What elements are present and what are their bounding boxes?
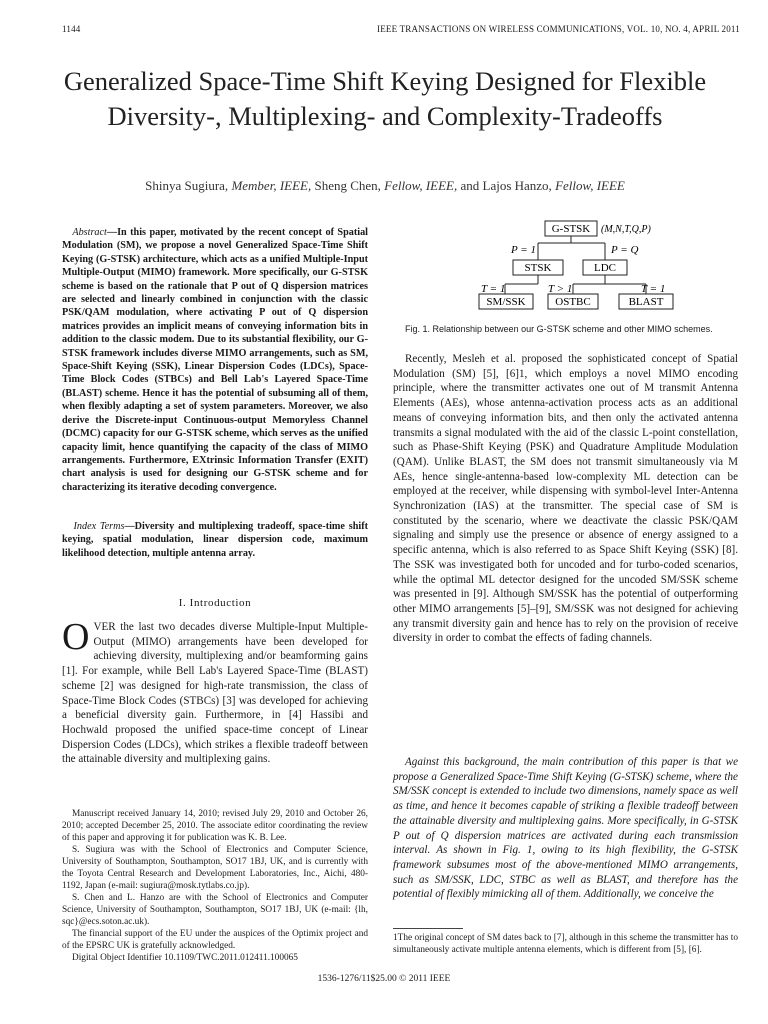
section-heading: I. Introduction — [178, 597, 252, 609]
index-terms-text: —Diversity and multiplexing tradeoff, space-time shift keying, spatial modulation, linear dispersion code, maximum likelihood detection, multiple antenna array. — [62, 521, 368, 559]
intro-text: VER the last two decades diverse Multiple-Input Multiple-Output (MIMO) arrangements have been developed for achieving diversity, multiplexing and/or beamforming gains [1]. For example, while Bell Lab's Layered Space-Time (BLAST) scheme [2] was designed for high-rate transmission, the class of Space-Time Block Codes (STBCs) [3] was developed for achieving a beneficial diversity gain. Furthermore, in [4] Hassibi and Hochwald proposed the unified space-time concept of Linear Dispersion Codes (LDCs), which strikes a flexible tradeoff between the attainable diversity and multiplexing gains. — [62, 621, 368, 766]
edge-label-pq: P = Q — [611, 244, 639, 256]
abstract-label: Abstract — [72, 227, 107, 238]
right-footnote — [393, 928, 738, 956]
footnote-author23: S. Chen and L. Hanzo are with the School of Electronics and Computer Science, University of Southampton, Southampton, SO17 1BJ, UK (e-mail: {lh, sqc}@ecs.soton.ac.uk). — [62, 893, 368, 927]
copyright-footer: 1536-1276/11$25.00 © 2011 IEEE — [317, 974, 451, 984]
intro-paragraph — [62, 616, 368, 767]
index-terms — [62, 520, 368, 560]
figure-caption: Fig. 1. Relationship between our G-STSK scheme and other MIMO schemes. — [405, 324, 713, 334]
label-gstsk: G-STSK — [551, 223, 591, 235]
author-name: Lajos Hanzo, — [482, 178, 552, 193]
footnote-text: 1The original concept of SM dates back to [7], although in this scheme the transmitter has to simultaneously activate multiple antenna elements, which is different from [5], [6]. — [393, 933, 738, 955]
author-role: Fellow, IEEE, — [384, 178, 458, 193]
right-paragraph-1 — [393, 352, 738, 646]
footnote-funding: The financial support of the EU under the auspices of the Optimix project and of the EPSRC UK is gratefully acknowledged. — [62, 929, 368, 951]
author-name: Sheng Chen, — [314, 178, 381, 193]
index-terms-label: Index Terms — [73, 521, 125, 532]
right-paragraph-2 — [393, 755, 738, 902]
abstract-text: —In this paper, motivated by the recent concept of Spatial Modulation (SM), we propose a novel Generalized Space-Time Shift Keying (G-STSK) architecture, which acts as a unified Multiple-Input Multiple-Output (MIMO) framework. More specifically, our G-STSK scheme is based on the rationale that P out of Q dispersion matrices are selected and linearly combined in conjunction with the classic PSK/QAM modulation, where activating P out of Q dispersion matrices provides an implicit means of conveying information bits in addition to the classic modem. Due to its substantial flexibility, our G-STSK framework includes diverse MIMO arrangements, such as SM, Space-Shift Keying (SSK), Linear Dispersion Codes (LDCs), Space-Time Block Codes (STBCs) and Bell Lab's Layered Space-Time (BLAST) scheme. Hence it has the potential of subsuming all of them, when flexibly adapting a set of system parameters. Moreover, we also derive the Discrete-input Continuous-output Memoryless Channel (DCMC) capacity for our G-STSK scheme, which serves as the unified capacity limit, hence quantifying the capacity of the class of MIMO arrangements. Furthermore, EXtrinsic Information Transfer (EXIT) chart analysis is used for designing our G-STSK scheme and for characterizing its iterative decoding convergence. — [62, 227, 368, 493]
label-blast: BLAST — [628, 296, 664, 308]
paper-title: Generalized Space-Time Shift Keying Designed for Flexible Diversity-, Multiplexing- and Complexity-Tradeoffs — [63, 66, 707, 131]
label-ldc: LDC — [594, 262, 616, 274]
label-stsk: STSK — [524, 262, 552, 274]
author-name: Shinya Sugiura, — [145, 178, 229, 193]
footnote-doi: Digital Object Identifier 10.1109/TWC.2011.012411.100065 — [72, 953, 298, 963]
edge-label-tgt1: T > 1 — [548, 283, 573, 295]
label-ostbc: OSTBC — [555, 296, 591, 308]
edge-label-t1-left: T = 1 — [481, 283, 506, 295]
figure-1-diagram — [393, 218, 738, 328]
footnote-author1: S. Sugiura was with the School of Electronics and Computer Science, University of Southampton, Southampton, SO17 1BJ, UK, and is currently with the Toyota Central Research and Development Laboratories, Inc., Aichi, 480-1192, Japan (e-mail: sugiura@mosk.tytlabs.co.jp). — [62, 845, 368, 891]
author-role: Member, IEEE, — [231, 178, 312, 193]
edge-label-t1-right: T = 1 — [641, 283, 666, 295]
footnote-rule — [393, 928, 463, 929]
paragraph-text: Against this background, the main contribution of this paper is that we propose a Generalized Space-Time Shift Keying (G-STSK) scheme, where the SM/SSK concept is extended to include two dimensions, namely space as well as time, and hence it becomes capable of striking a flexible tradeoff between the attainable diversity and multiplexing gains. More specifically, in G-STSK P out of Q dispersion matrices are activated during each transmission interval. As shown in Fig. 1, owing to its high flexibility, the G-STSK framework subsumes most of the above-mentioned MIMO arrangements, such as SM/SSK, LDC, STBC as well as BLAST, and therefore has the potential of flexibly mimicking all of them. Additionally, we conceive the — [393, 756, 738, 901]
edge-label-p1: P = 1 — [511, 244, 536, 256]
paragraph-text: Recently, Mesleh et al. proposed the sophisticated concept of Spatial Modulation (SM) [5], [6]1, which employs a novel MIMO encoding principle, where the transmitter activates one out of M transmit Antenna Elements (AEs), whose antenna-activation process acts as an additional means of conveying information bits, and then only the activated antenna transmits a signal modulated with the aid of the classic L-point constellation, such as Phase-Shift Keying (PSK) and Quadrature Amplitude Modulation (QAM). Unlike BLAST, the SM does not transmit simultaneously via M AEs, hence single-antenna-based low-complexity ML detection can be employed at the receiver, while dispensing with symbol-level Inter-Antenna Synchronization (IAS) at the transmitter. The special case of SM is constituted by the scenario, where we deactivate the classic PSK/QAM signaling and simply use the presence or absence of energy assigned to a specific antenna, which is also referred to as Space Shift Keying (SSK) [8]. The SSK was investigated both for uncoded and for turbo-coded scenarios, while the optimal ML detector designed for the uncoded SM/SSK scheme was presented in [9]. Although SM/SSK has the potential of outperforming other MIMO arrangements [5]–[9], SM/SSK was not designed for achieving any transmit diversity gain and hence has to rely on the provision of receive diversity in order to combat the effects of fading channels. — [393, 353, 738, 645]
author-role: Fellow, IEEE — [555, 178, 625, 193]
footnote-manuscript: Manuscript received January 14, 2010; revised July 29, 2010 and October 26, 2010; accepted December 25, 2010. The associate editor coordinating the review of this paper and approving it for publication was K. B. Lee. — [62, 809, 368, 843]
author-line — [40, 178, 730, 194]
label-gstsk-params: (M,N,T,Q,P) — [601, 224, 651, 235]
journal-header: IEEE TRANSACTIONS ON WIRELESS COMMUNICATIONS, VOL. 10, NO. 4, APRIL 2011 — [377, 24, 740, 34]
author-conjunction: and — [460, 178, 480, 193]
first-page-footnotes — [62, 808, 368, 964]
page-number: 1144 — [62, 24, 81, 34]
label-smssk: SM/SSK — [486, 296, 526, 308]
abstract — [62, 226, 368, 494]
drop-cap: O — [62, 616, 90, 658]
